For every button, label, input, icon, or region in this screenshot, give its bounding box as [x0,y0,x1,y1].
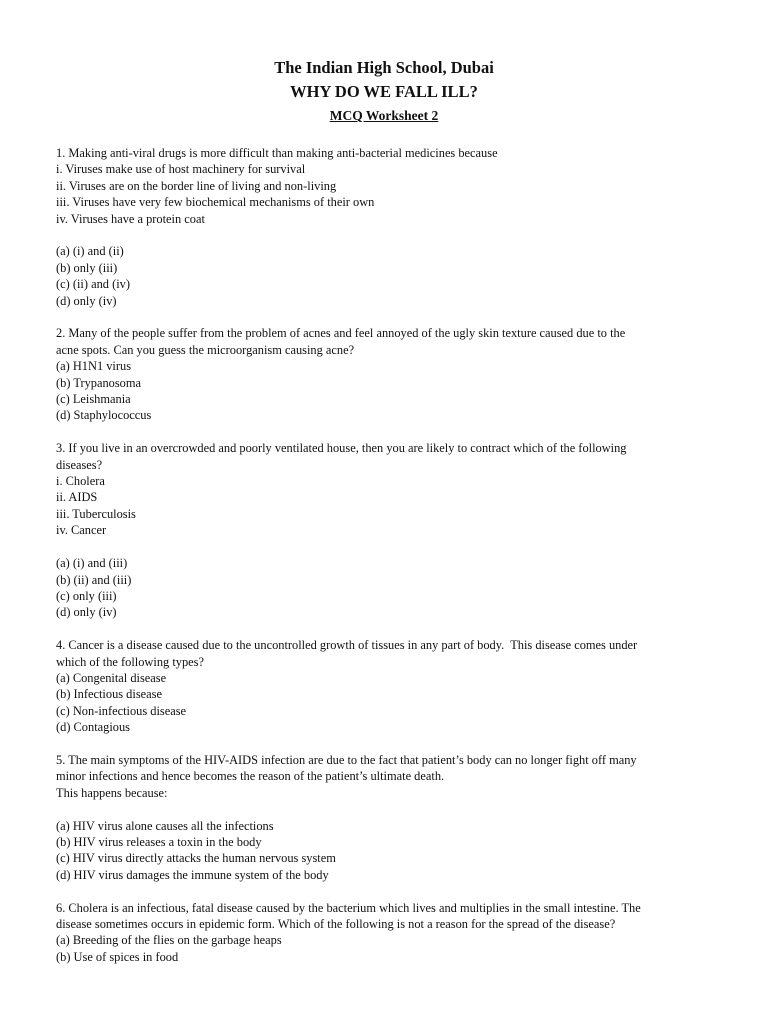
worksheet-title: MCQ Worksheet 2 [329,108,439,123]
question-4-option-d: (d) Contagious [56,720,130,735]
question-4-option-b: (b) Infectious disease [56,687,162,702]
question-1 [56,145,724,309]
question-2-text-line-2: acne spots. Can you guess the microorganism causing acne? [56,342,355,357]
spacer [56,309,724,325]
question-2-option-c: (c) Leishmania [56,392,131,407]
chapter-title: WHY DO WE FALL ILL? [290,82,478,101]
question-1-option-b: (b) only (iii) [56,260,118,275]
question-5-option-b: (b) HIV virus releases a toxin in the body [56,834,262,849]
question-5 [56,752,724,883]
question-6-option-b: (b) Use of spices in food [56,949,179,964]
question-6-option-a: (a) Breeding of the flies on the garbage heaps [56,933,282,948]
spacer [56,883,724,899]
question-3-statement-1: i. Cholera [56,474,105,489]
spacer [56,621,724,637]
question-3-option-d: (d) only (iv) [56,605,117,620]
question-1-statement-1: i. Viruses make use of host machinery for survival [56,162,306,177]
question-3-text-line-2: diseases? [56,457,103,472]
question-4-text-line-2: which of the following types? [56,654,204,669]
question-6-text-line-1: 6. Cholera is an infectious, fatal disease caused by the bacterium which lives and multiplies in the small intestine. The [56,900,641,915]
question-3-statement-2: ii. AIDS [56,490,98,505]
question-1-statement-2: ii. Viruses are on the border line of living and non-living [56,178,337,193]
spacer [56,424,724,440]
spacer [56,801,724,817]
question-1-option-d: (d) only (iv) [56,293,117,308]
question-3-option-a: (a) (i) and (iii) [56,556,128,571]
question-2-option-b: (b) Trypanosoma [56,375,142,390]
question-6 [56,900,724,966]
question-1-statement-3: iii. Viruses have very few biochemical mechanisms of their own [56,195,375,210]
question-3-option-b: (b) (ii) and (iii) [56,572,132,587]
question-1-statement-4: iv. Viruses have a protein coat [56,211,205,226]
question-3-statement-4: iv. Cancer [56,523,107,538]
questions-body [56,145,724,965]
question-2-option-d: (d) Staphylococcus [56,408,152,423]
spacer [56,227,724,243]
spacer [56,539,724,555]
question-3-text-line-1: 3. If you live in an overcrowded and poorly ventilated house, then you are likely to contract which of the following [56,441,627,456]
question-3-option-c: (c) only (iii) [56,588,117,603]
question-5-option-d: (d) HIV virus damages the immune system of the body [56,867,329,882]
spacer [56,736,724,752]
question-3 [56,440,724,620]
question-5-text-line-2: minor infections and hence becomes the reason of the patient’s ultimate death. [56,769,445,784]
question-2-text-line-1: 2. Many of the people suffer from the problem of acnes and feel annoyed of the ugly skin texture caused due to the [56,326,626,341]
question-2 [56,325,724,423]
question-2-option-a: (a) H1N1 virus [56,359,132,374]
question-3-statement-3: iii. Tuberculosis [56,506,136,521]
question-4-option-a: (a) Congenital disease [56,670,167,685]
question-5-text-line-3: This happens because: [56,785,168,800]
question-4-option-c: (c) Non-infectious disease [56,703,187,718]
question-4-text-line-1: 4. Cancer is a disease caused due to the uncontrolled growth of tissues in any part of body. This disease comes under [56,638,638,653]
school-name: The Indian High School, Dubai [274,58,494,77]
question-1-option-c: (c) (ii) and (iv) [56,277,130,292]
question-1-text: 1. Making anti-viral drugs is more difficult than making anti-bacterial medicines because [56,146,498,160]
question-5-text-line-1: 5. The main symptoms of the HIV-AIDS infection are due to the fact that patient’s body can no longer fight off many [56,752,637,767]
question-5-option-a: (a) HIV virus alone causes all the infections [56,818,274,833]
question-5-option-c: (c) HIV virus directly attacks the human nervous system [56,851,336,866]
question-6-text-line-2: disease sometimes occurs in epidemic form. Which of the following is not a reason for the spread of the disease? [56,916,616,931]
question-1-option-a: (a) (i) and (ii) [56,244,124,259]
question-4 [56,637,724,735]
